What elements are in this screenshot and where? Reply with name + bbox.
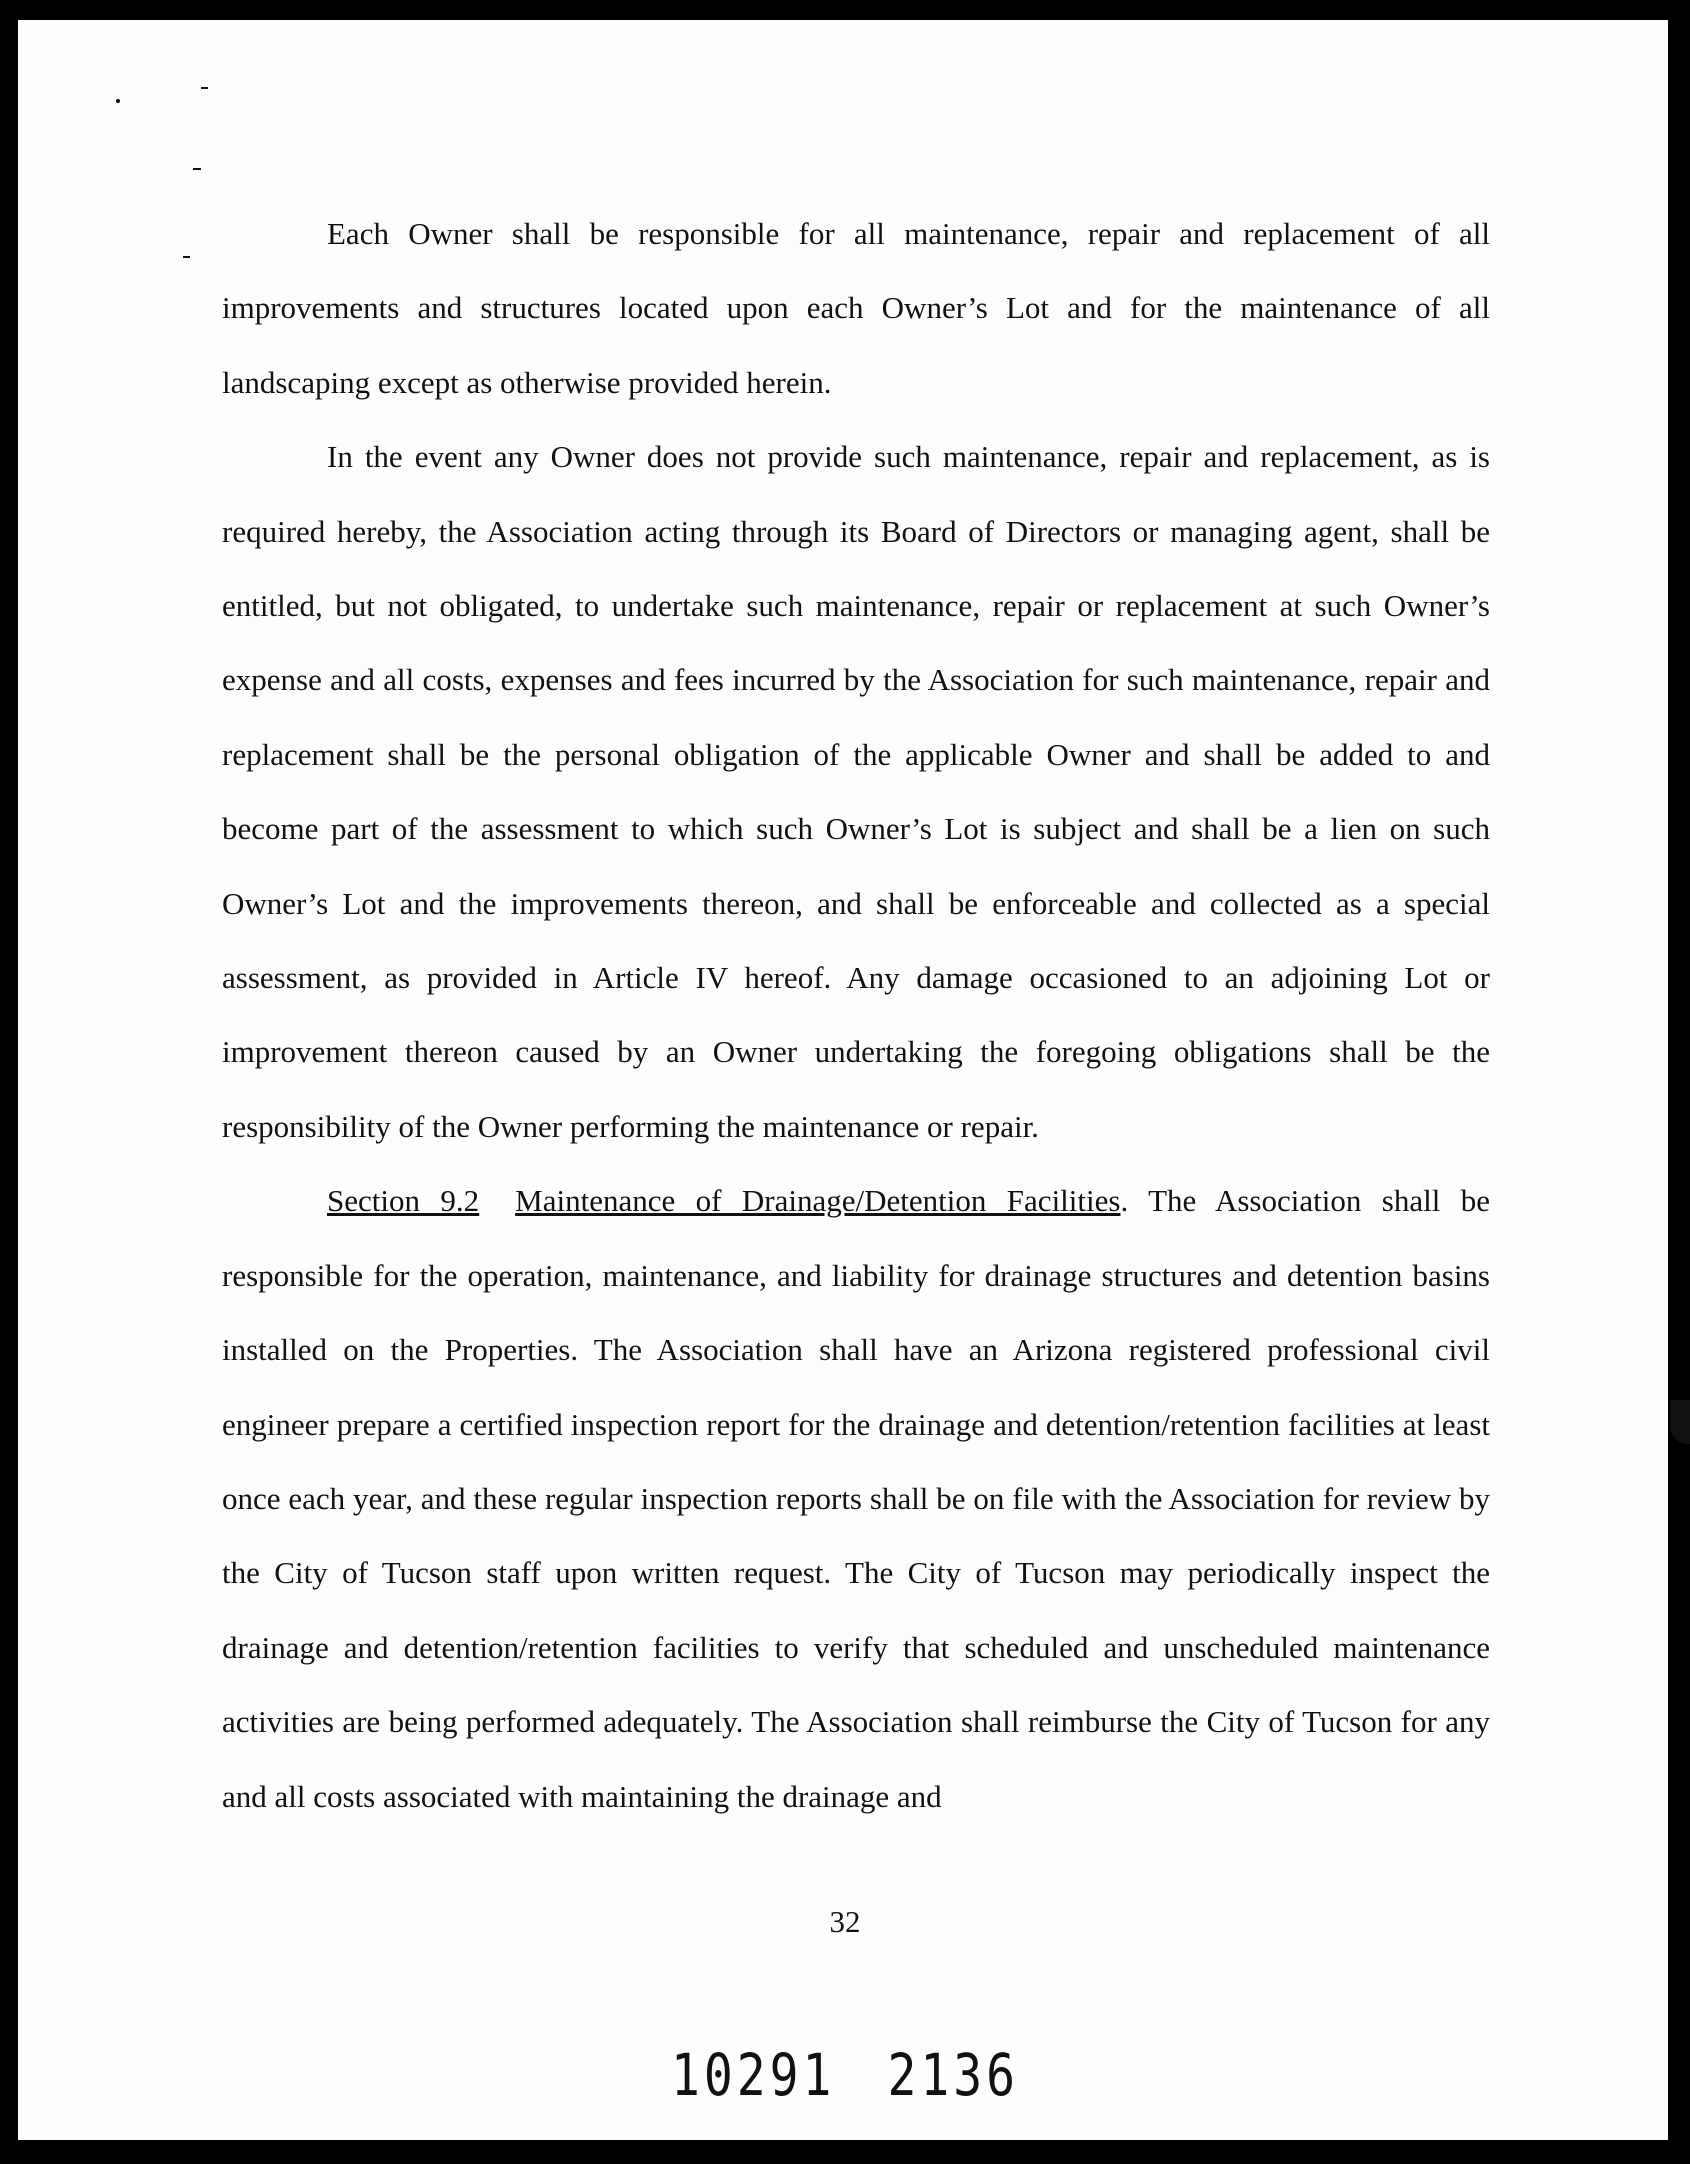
paragraph-association-remedy: In the event any Owner does not provide such maintenance, repair and replacement, as is required hereby, the Association acting through its Board of Directors or managing agent, shall be entitled, but not obligated, to undertake such maintenance, repair or replacement at such Owner’s expense and all costs, expenses and fees incurred by the Association for such maintenance, repair and replacement shall be the personal obligation of the applicable Owner and shall be added to and become part of the assessment to which such Owner’s Lot is subject and shall be a lien on such Owner’s Lot and the improvements thereon, and shall be enforceable and collected as a special assessment, as provided in Article IV hereof. Any damage occasioned to an adjoining Lot or improvement thereon caused by an Owner undertaking the foregoing obligations shall be the responsibility of the Owner performing the maintenance or repair. — [222, 439, 1490, 1144]
scan-speck — [1670, 1400, 1690, 1444]
section-title: Maintenance of Drainage/Detention Facilities — [515, 1183, 1121, 1219]
stamp-page: 2136 — [887, 2042, 1020, 2110]
stamp-docket: 10291 — [670, 2042, 836, 2110]
page-number: 32 — [829, 1904, 861, 1939]
scan-speck — [116, 99, 120, 103]
scan-speck — [183, 256, 190, 258]
section-9-2 — [222, 1164, 1490, 1834]
paragraph-owner-responsibility: Each Owner shall be responsible for all maintenance, repair and replacement of all improvements and structures located upon each Owner’s Lot and for the maintenance of all landscaping except as otherwise provided herein. — [222, 216, 1490, 400]
recording-stamp — [0, 2042, 1690, 2109]
section-body: . The Association shall be responsible for the operation, maintenance, and liability for drainage structures and detention basins installed on the Properties. The Association shall have an Arizona registered professional civil engineer prepare a certified inspection report for the drainage and detention/retention facilities at least once each year, and these regular inspection reports shall be on file with the Association for review by the City of Tucson staff upon written request. The City of Tucson may periodically inspect the drainage and detention/retention facilities to verify that scheduled and unscheduled maintenance activities are being performed adequately. The Association shall reimburse the City of Tucson for any and all costs associated with maintaining the drainage and — [222, 1183, 1490, 1814]
scan-speck — [201, 87, 208, 89]
scan-speck — [193, 168, 201, 170]
section-number: Section 9.2 — [327, 1183, 480, 1219]
document-body — [222, 197, 1490, 1834]
